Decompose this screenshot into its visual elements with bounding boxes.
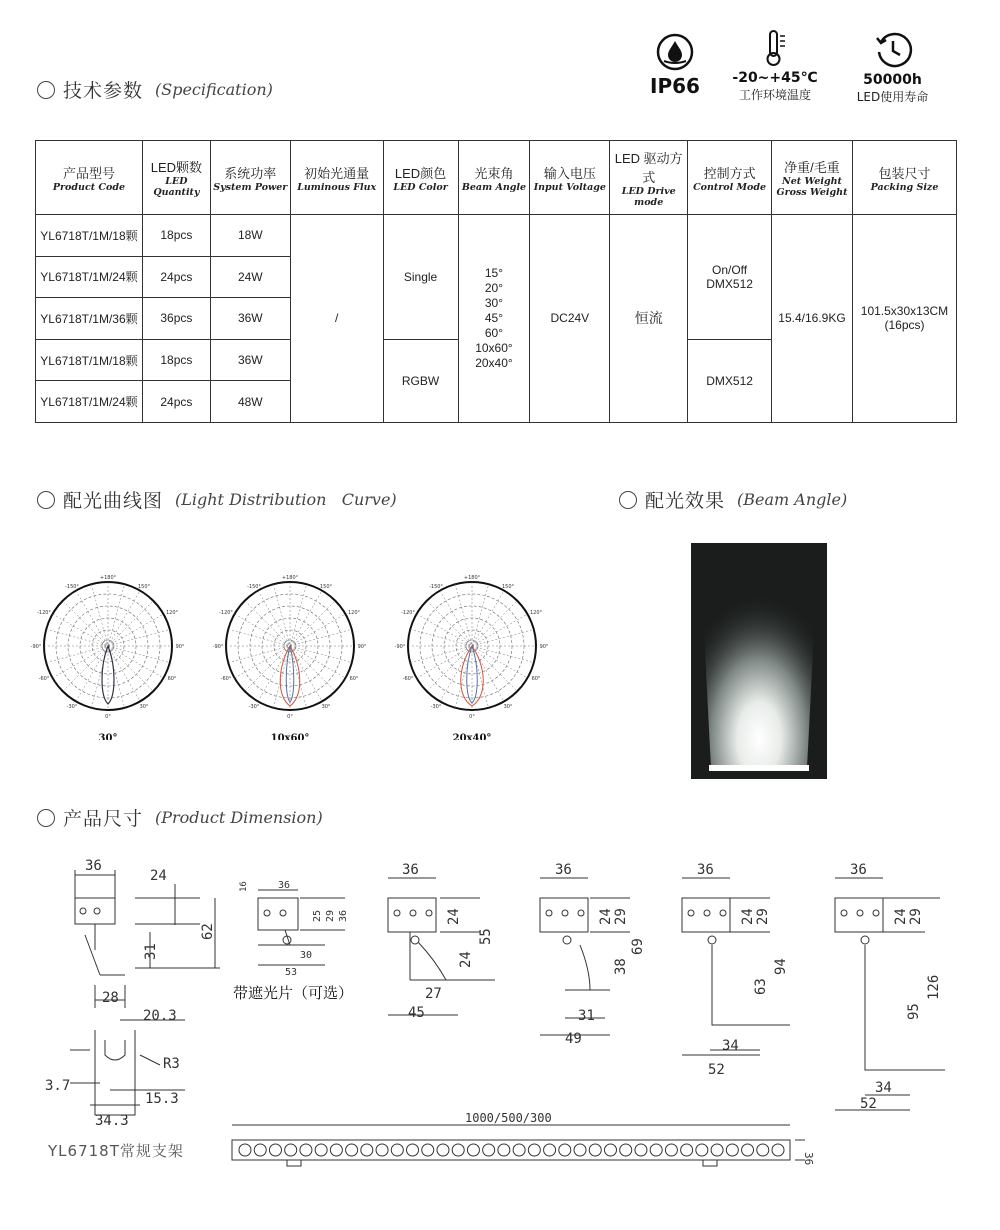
tick-label: -120° bbox=[401, 610, 415, 616]
header-led-color: LED颜色 LED Color bbox=[383, 141, 458, 215]
dim-label: 36 bbox=[402, 862, 419, 878]
polar-charts bbox=[20, 560, 600, 740]
tick-label: -90° bbox=[212, 644, 224, 650]
led-dot bbox=[254, 1144, 266, 1156]
dim-label: 20.3 bbox=[143, 1008, 177, 1024]
polar-chart-10x60 bbox=[213, 575, 367, 740]
led-dot bbox=[604, 1144, 616, 1156]
cell-code: YL6718T/1M/24颗 bbox=[36, 381, 143, 423]
dim-label: 29 bbox=[755, 908, 771, 925]
dim-label: 53 bbox=[285, 967, 298, 978]
cell-flux: / bbox=[290, 215, 383, 423]
tick-label: -90° bbox=[394, 644, 406, 650]
dim-label: 24 bbox=[598, 908, 614, 925]
cell-control-rgbw: DMX512 bbox=[688, 339, 772, 422]
led-dot bbox=[422, 1144, 434, 1156]
dim-label: 69 bbox=[630, 938, 646, 955]
led-dot bbox=[711, 1144, 723, 1156]
dim-label: 25 bbox=[312, 909, 323, 922]
dim-label: 29 bbox=[613, 908, 629, 925]
dim-label: 29 bbox=[908, 908, 924, 925]
tick-label: 90° bbox=[357, 644, 367, 650]
thermometer-icon bbox=[760, 28, 790, 68]
polar-label: 10x60° bbox=[270, 733, 310, 740]
dimension-section-title: 产品尺寸 (Product Dimension) bbox=[37, 804, 323, 831]
tick-label: +180° bbox=[281, 575, 299, 581]
dim-label: 36 bbox=[338, 909, 349, 922]
header-system-power: 系统功率 System Power bbox=[210, 141, 290, 215]
dim-label: 24 bbox=[893, 908, 909, 925]
dim-label: 31 bbox=[143, 943, 159, 960]
cell-color-single: Single bbox=[383, 215, 458, 340]
dim-label: 24 bbox=[150, 868, 167, 884]
tick-label: -30° bbox=[430, 704, 442, 710]
bracket-drawing bbox=[45, 858, 220, 1129]
led-dot bbox=[757, 1144, 769, 1156]
led-dot bbox=[483, 1144, 495, 1156]
tick-label: 30° bbox=[321, 704, 331, 710]
tick-label: 90° bbox=[539, 644, 549, 650]
dim-label: 126 bbox=[926, 974, 942, 1000]
led-dot bbox=[635, 1144, 647, 1156]
dim-label: 34.3 bbox=[95, 1113, 129, 1129]
header-led-quantity: LED颗数 LED Quantity bbox=[142, 141, 210, 215]
tick-label: 0° bbox=[469, 714, 475, 720]
table-header-row bbox=[36, 141, 957, 215]
led-dot bbox=[544, 1144, 556, 1156]
cell-code: YL6718T/1M/18颗 bbox=[36, 339, 143, 381]
tick-label: 60° bbox=[531, 676, 541, 682]
beam-section-title: 配光效果 (Beam Angle) bbox=[619, 486, 847, 513]
cell-power: 36W bbox=[210, 298, 290, 340]
polar-label: 30° bbox=[98, 733, 118, 740]
spec-section-title: 技术参数 (Specification) bbox=[37, 76, 273, 103]
header-input-voltage: 输入电压 Input Voltage bbox=[530, 141, 610, 215]
led-dot bbox=[498, 1144, 510, 1156]
dim-label: 29 bbox=[325, 909, 336, 922]
dim-label: 31 bbox=[578, 1008, 595, 1024]
dim-label: 55 bbox=[478, 928, 494, 945]
tick-label: +180° bbox=[99, 575, 117, 581]
dim-label: 16 bbox=[239, 881, 249, 892]
dim-label: 34 bbox=[875, 1080, 892, 1096]
led-dot bbox=[361, 1144, 373, 1156]
table-row bbox=[36, 215, 957, 257]
polar-label: 20x40° bbox=[452, 733, 492, 740]
tick-label: -60° bbox=[38, 676, 50, 682]
led-dot bbox=[437, 1144, 449, 1156]
cell-code: YL6718T/1M/36颗 bbox=[36, 298, 143, 340]
led-dot bbox=[346, 1144, 358, 1156]
tick-label: -30° bbox=[66, 704, 78, 710]
curve-section-title: 配光曲线图 (Light Distribution Curve) bbox=[37, 486, 397, 513]
led-dot bbox=[650, 1144, 662, 1156]
cell-power: 18W bbox=[210, 215, 290, 257]
tick-label: -150° bbox=[429, 584, 443, 590]
cell-qty: 18pcs bbox=[142, 339, 210, 381]
section-circle-icon bbox=[37, 809, 55, 827]
dim-drawing-126 bbox=[835, 862, 945, 1112]
cell-control-single: On/Off DMX512 bbox=[688, 215, 772, 340]
dim-label: 45 bbox=[408, 1005, 425, 1021]
led-dot bbox=[726, 1144, 738, 1156]
dim-label: 24 bbox=[740, 908, 756, 925]
led-dot bbox=[696, 1144, 708, 1156]
tick-label: -30° bbox=[248, 704, 260, 710]
dimension-drawings bbox=[0, 850, 1000, 1170]
cell-weight: 15.4/16.9KG bbox=[772, 215, 853, 423]
dim-label: 3.7 bbox=[45, 1078, 71, 1094]
cell-qty: 24pcs bbox=[142, 381, 210, 423]
dim-label: 94 bbox=[773, 958, 789, 975]
dim-label: 36 bbox=[555, 862, 572, 878]
dim-label: 34 bbox=[722, 1038, 739, 1054]
led-dot bbox=[772, 1144, 784, 1156]
header-control-mode: 控制方式 Control Mode bbox=[688, 141, 772, 215]
tick-label: -90° bbox=[30, 644, 42, 650]
led-dot bbox=[407, 1144, 419, 1156]
dim-drawing-94 bbox=[682, 862, 790, 1078]
dim-label: 27 bbox=[425, 986, 442, 1002]
cell-code: YL6718T/1M/24颗 bbox=[36, 256, 143, 298]
header-weight: 净重/毛重 Net Weight Gross Weight bbox=[772, 141, 853, 215]
lifetime-badge: 50000h LED使用寿命 bbox=[845, 30, 940, 105]
dim-label: 36 bbox=[802, 1152, 815, 1166]
section-circle-icon bbox=[619, 491, 637, 509]
dim-label: 36 bbox=[697, 862, 714, 878]
polar-chart-30 bbox=[31, 575, 185, 740]
section-circle-icon bbox=[37, 81, 55, 99]
tick-label: 60° bbox=[349, 676, 359, 682]
dim-label: 95 bbox=[906, 1003, 922, 1020]
dim-label: 24 bbox=[458, 951, 474, 968]
clock-icon bbox=[873, 30, 913, 70]
led-dot bbox=[589, 1144, 601, 1156]
tick-label: 120° bbox=[347, 610, 361, 616]
cell-power: 24W bbox=[210, 256, 290, 298]
led-dot bbox=[574, 1144, 586, 1156]
tick-label: +180° bbox=[463, 575, 481, 581]
cell-power: 48W bbox=[210, 381, 290, 423]
dim-label: 15.3 bbox=[145, 1091, 179, 1107]
led-dot bbox=[269, 1144, 281, 1156]
led-dot bbox=[315, 1144, 327, 1156]
cell-qty: 18pcs bbox=[142, 215, 210, 257]
led-dot bbox=[681, 1144, 693, 1156]
cell-packing: 101.5x30x13CM (16pcs) bbox=[852, 215, 956, 423]
cell-code: YL6718T/1M/18颗 bbox=[36, 215, 143, 257]
dim-label: 30 bbox=[300, 950, 313, 961]
dim-label: 52 bbox=[860, 1096, 877, 1112]
tick-label: -150° bbox=[65, 584, 79, 590]
tick-label: -120° bbox=[219, 610, 233, 616]
header-product-code: 产品型号 Product Code bbox=[36, 141, 143, 215]
tick-label: 30° bbox=[503, 704, 513, 710]
tick-label: 120° bbox=[165, 610, 179, 616]
led-dot bbox=[513, 1144, 525, 1156]
led-dot bbox=[285, 1144, 297, 1156]
temperature-badge: -20~+45℃ 工作环境温度 bbox=[725, 28, 825, 103]
tick-label: 150° bbox=[137, 584, 151, 590]
shade-drawing bbox=[233, 880, 353, 1002]
tick-label: 0° bbox=[287, 714, 293, 720]
led-dot bbox=[376, 1144, 388, 1156]
led-dot bbox=[665, 1144, 677, 1156]
tick-label: 120° bbox=[529, 610, 543, 616]
dim-label: 62 bbox=[200, 923, 216, 940]
ip66-badge: IP66 bbox=[645, 32, 705, 98]
spec-table bbox=[35, 140, 957, 423]
led-dot bbox=[467, 1144, 479, 1156]
led-dot bbox=[559, 1144, 571, 1156]
dim-label: 52 bbox=[708, 1062, 725, 1078]
dim-label: 63 bbox=[753, 978, 769, 995]
bracket-caption: YL6718T常规支架 bbox=[48, 1142, 184, 1160]
dim-drawing-69 bbox=[540, 862, 646, 1047]
cell-qty: 36pcs bbox=[142, 298, 210, 340]
dim-label: 49 bbox=[565, 1031, 582, 1047]
dim-label: R3 bbox=[163, 1056, 180, 1072]
led-dot bbox=[391, 1144, 403, 1156]
tick-label: 90° bbox=[175, 644, 185, 650]
tick-label: 150° bbox=[319, 584, 333, 590]
led-dot bbox=[300, 1144, 312, 1156]
tick-label: -150° bbox=[247, 584, 261, 590]
dim-label: 36 bbox=[278, 880, 291, 891]
dim-label: 24 bbox=[446, 908, 462, 925]
led-dot bbox=[620, 1144, 632, 1156]
led-dot bbox=[742, 1144, 754, 1156]
cell-qty: 24pcs bbox=[142, 256, 210, 298]
led-dot bbox=[452, 1144, 464, 1156]
tick-label: -60° bbox=[220, 676, 232, 682]
led-dot bbox=[528, 1144, 540, 1156]
fixture-length-drawing bbox=[232, 1111, 815, 1166]
header-packing-size: 包装尺寸 Packing Size bbox=[852, 141, 956, 215]
led-dot bbox=[330, 1144, 342, 1156]
beam-effect-photo bbox=[691, 543, 827, 779]
dim-label: 36 bbox=[850, 862, 867, 878]
cell-color-rgbw: RGBW bbox=[383, 339, 458, 422]
dim-label: 36 bbox=[85, 858, 102, 874]
tick-label: 0° bbox=[105, 714, 111, 720]
tick-label: -60° bbox=[402, 676, 414, 682]
dim-drawing-55 bbox=[388, 862, 495, 1021]
tick-label: 60° bbox=[167, 676, 177, 682]
dim-label: 28 bbox=[102, 990, 119, 1006]
dim-label: 1000/500/300 bbox=[465, 1111, 552, 1125]
header-beam-angle: 光束角 Beam Angle bbox=[458, 141, 530, 215]
cell-voltage: DC24V bbox=[530, 215, 610, 423]
header-luminous-flux: 初始光通量 Luminous Flux bbox=[290, 141, 383, 215]
tick-label: 150° bbox=[501, 584, 515, 590]
cell-beam-angles: 15° 20° 30° 45° 60° 10x60° 20x40° bbox=[458, 215, 530, 423]
polar-chart-20x40 bbox=[395, 575, 549, 740]
cell-drive: 恒流 bbox=[610, 215, 688, 423]
dim-label: 38 bbox=[613, 958, 629, 975]
cell-power: 36W bbox=[210, 339, 290, 381]
tick-label: -120° bbox=[37, 610, 51, 616]
shade-caption: 带遮光片（可选） bbox=[233, 984, 354, 1002]
section-circle-icon bbox=[37, 491, 55, 509]
waterproof-icon bbox=[655, 32, 695, 72]
tick-label: 30° bbox=[139, 704, 149, 710]
led-dot bbox=[239, 1144, 251, 1156]
header-drive-mode: LED 驱动方式 LED Drive mode bbox=[610, 141, 688, 215]
